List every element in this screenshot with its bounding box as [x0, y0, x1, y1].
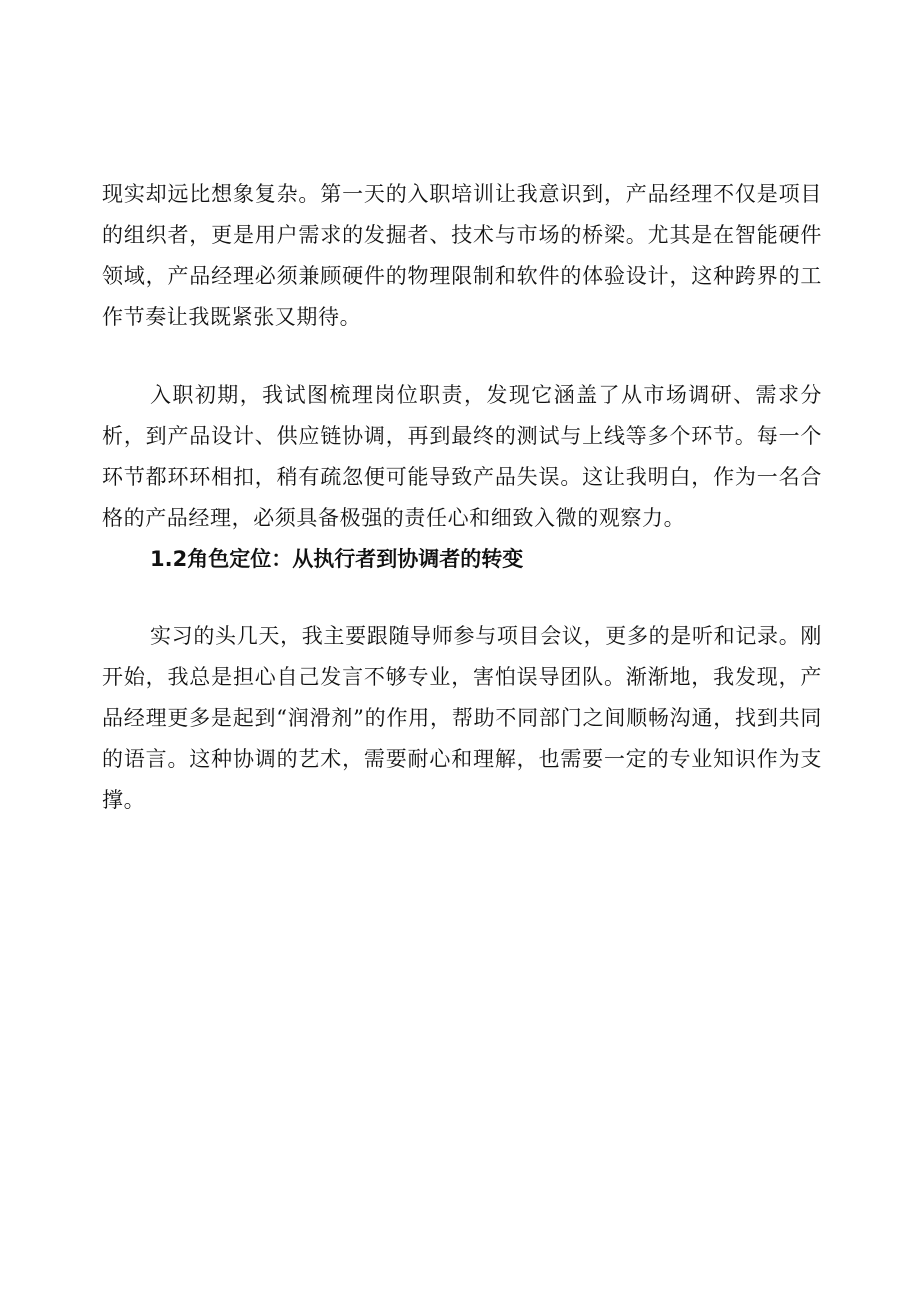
document-body: [102, 174, 822, 821]
paragraph-job-responsibilities: 入职初期，我试图梳理岗位职责，发现它涵盖了从市场调研、需求分析，到产品设计、供应链协调，再到最终的测试与上线等多个环节。每一个环节都环环相扣，稍有疏忽便可能导致产品失误。这让我明白，作为一名合格的产品经理，必须具备极强的责任心和细致入微的观察力。: [102, 383, 822, 530]
paragraph-role-positioning: 实习的头几天，我主要跟随导师参与项目会议，更多的是听和记录。刚开始，我总是担心自己发言不够专业，害怕误导团队。渐渐地，我发现，产品经理更多是起到“润滑剂”的作用，帮助不同部门之间顺畅沟通，找到共同的语言。这种协调的艺术，需要耐心和理解，也需要一定的专业知识作为支撑。: [102, 624, 822, 812]
section-heading: 1.2角色定位：从执行者到协调者的转变: [150, 547, 524, 571]
paragraph-onboarding-reality: 现实却远比想象复杂。第一天的入职培训让我意识到，产品经理不仅是项目的组织者，更是用户需求的发掘者、技术与市场的桥梁。尤其是在智能硬件领域，产品经理必须兼顾硬件的物理限制和软件的体验设计，这种跨界的工作节奏让我既紧张又期待。: [102, 182, 822, 329]
